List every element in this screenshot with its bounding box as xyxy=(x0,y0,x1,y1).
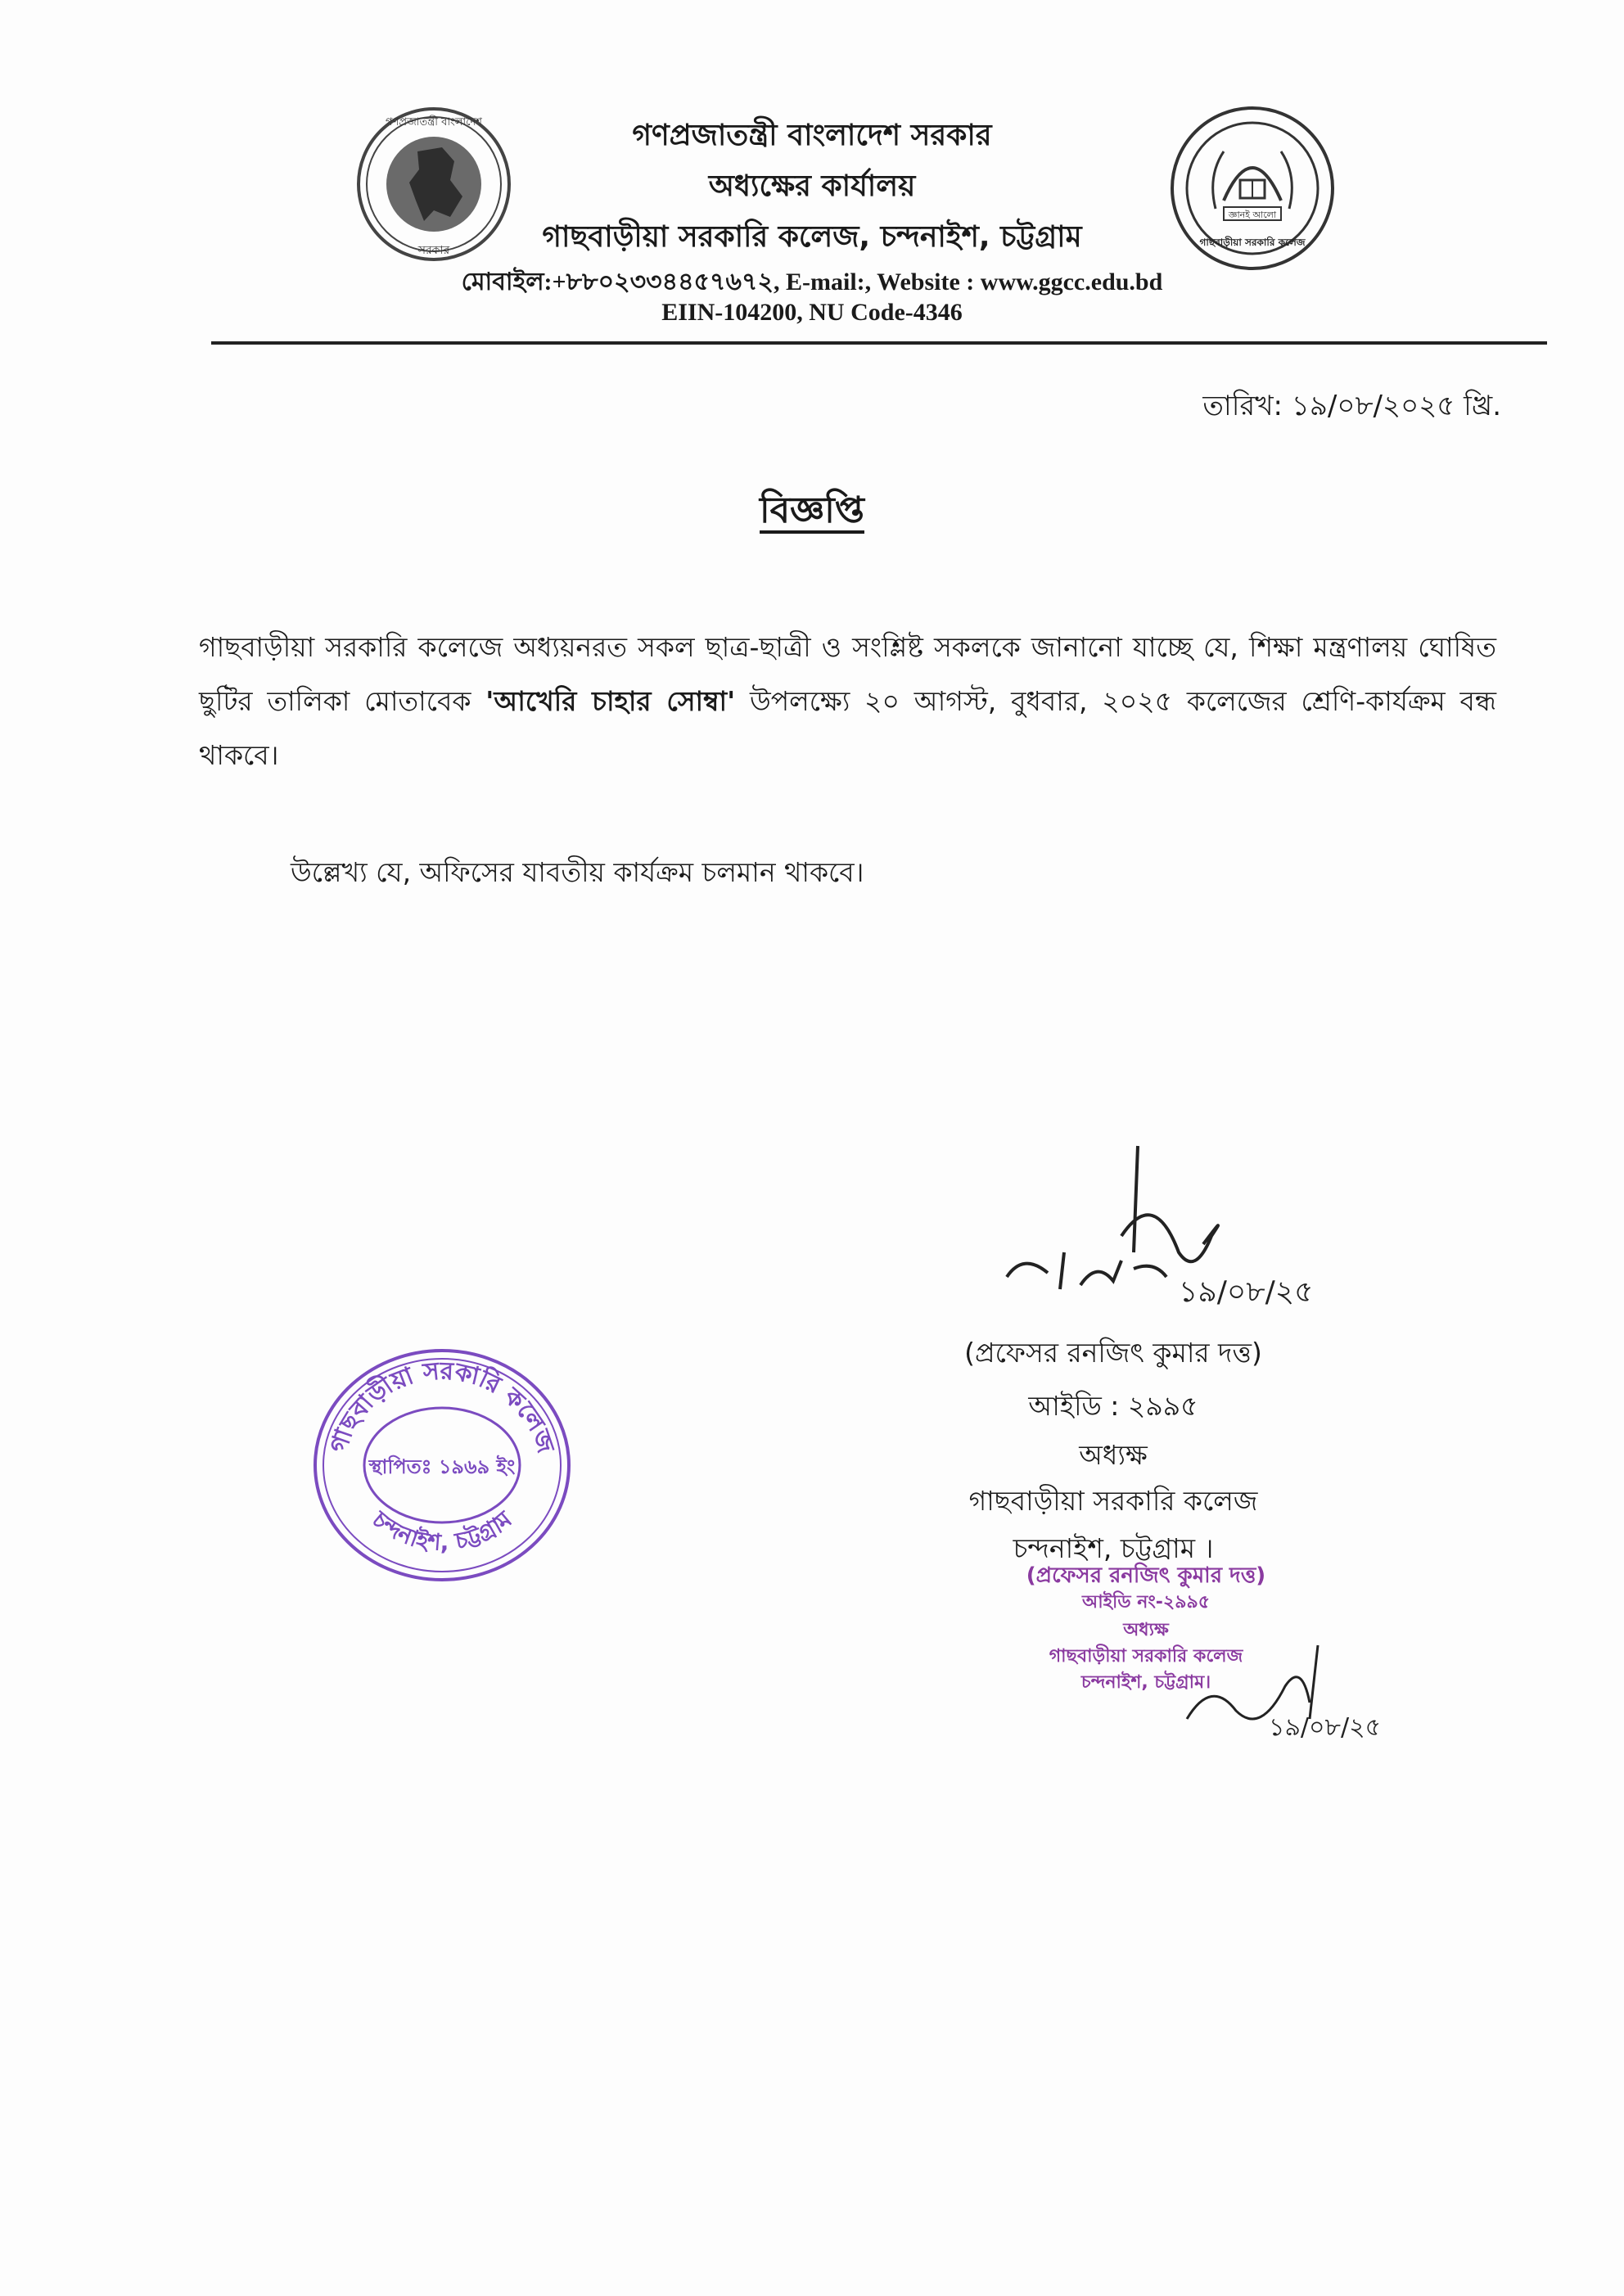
signatory-designation: অধ্যক্ষ xyxy=(1079,1439,1148,1471)
paragraph-text-part1: গাছবাড়ীয়া সরকারি কলেজে অধ্যয়নরত সকল ছাত্র-ছাত্রী ও সংশ্লিষ্ট সকলকে জানানো যাচ্ছে যে, শিক্ষা মন্ত্রণালয় ঘোষিত ছুটির তালিকা মোতাবেক xyxy=(199,631,1496,717)
header-contact-line: মোবাইল:+৮৮০২৩৩৪৪৫৭৬৭২, E-mail:, Website : www.ggcc.edu.bd xyxy=(461,268,1163,295)
right-seal-motto: জ্ঞানই আলো xyxy=(1228,210,1277,220)
signatory-id: আইডি : ২৯৯৫ xyxy=(1028,1390,1198,1422)
notice-note-paragraph: উল্লেখ্য যে, অফিসের যাবতীয় কার্যক্রম চলমান থাকবে। xyxy=(291,856,864,888)
header-divider xyxy=(211,341,1547,345)
left-seal-bottom-text: সরকার xyxy=(417,244,450,257)
stamp-signature-date: ১৯/০৮/২৫ xyxy=(1269,1713,1382,1742)
paragraph-text-part2: উপলক্ষ্যে ২০ আগস্ট, বুধবার, ২০২৫ কলেজের শ্রেণি-কার্যক্রম বন্ধ থাকবে। xyxy=(199,685,1497,771)
signatory-institution: গাছবাড়ীয়া সরকারি কলেজ xyxy=(968,1485,1258,1517)
stamp-designation: অধ্যক্ষ xyxy=(1123,1620,1169,1640)
notice-body-paragraph xyxy=(199,620,1496,783)
college-round-stamp xyxy=(307,1342,577,1588)
stamp-signature xyxy=(1179,1629,1400,1743)
left-seal-top-text: গণপ্রজাতন্ত্রী বাংলাদেশ xyxy=(386,116,482,129)
svg-text:চন্দনাইশ, চট্টগ্রাম xyxy=(367,1505,518,1556)
principal-signature xyxy=(990,1138,1400,1326)
header-eiin-line: EIIN-104200, NU Code-4346 xyxy=(661,299,963,326)
header-college-line: গাছবাড়ীয়া সরকারি কলেজ, চন্দনাইশ, চট্টগ্রাম xyxy=(542,220,1082,254)
round-stamp-bottom-text: চন্দনাইশ, চট্টগ্রাম xyxy=(367,1505,517,1556)
signatory-address: চন্দনাইশ, চট্টগ্রাম । xyxy=(1013,1532,1214,1564)
right-seal-bottom-text: গাছবাড়ীয়া সরকারি কলেজ xyxy=(1199,237,1306,248)
stamp-name: (প্রফেসর রনজিৎ কুমার দত্ত) xyxy=(1026,1563,1266,1588)
stamp-institution: গাছবাড়ীয়া সরকারি কলেজ xyxy=(1049,1646,1243,1667)
signature-date: ১৯/০৮/২৫ xyxy=(1179,1275,1314,1309)
signatory-name: (প্রফেসর রনজিৎ কুমার দত্ত) xyxy=(964,1337,1262,1369)
stamp-id: আইডি নং-২৯৯৫ xyxy=(1081,1592,1211,1613)
header-government-line: গণপ্রজাতন্ত্রী বাংলাদেশ সরকার xyxy=(632,119,992,152)
header-office-line: অধ্যক্ষের কার্যালয় xyxy=(708,169,916,203)
holiday-name: 'আখেরি চাহার সোম্বা' xyxy=(485,685,736,717)
stamp-address: চন্দনাইশ, চট্টগ্রাম। xyxy=(1080,1672,1211,1693)
notice-title: বিজ্ঞপ্তি xyxy=(760,489,864,531)
round-stamp-top-text: গাছবাড়ীয়া সরকারি কলেজ xyxy=(324,1356,560,1457)
round-stamp-center-text: স্থাপিতঃ ১৯৬৯ ইং xyxy=(368,1455,516,1478)
notice-date: তারিখ: ১৯/০৮/২০২৫ খ্রি. xyxy=(1202,390,1501,422)
